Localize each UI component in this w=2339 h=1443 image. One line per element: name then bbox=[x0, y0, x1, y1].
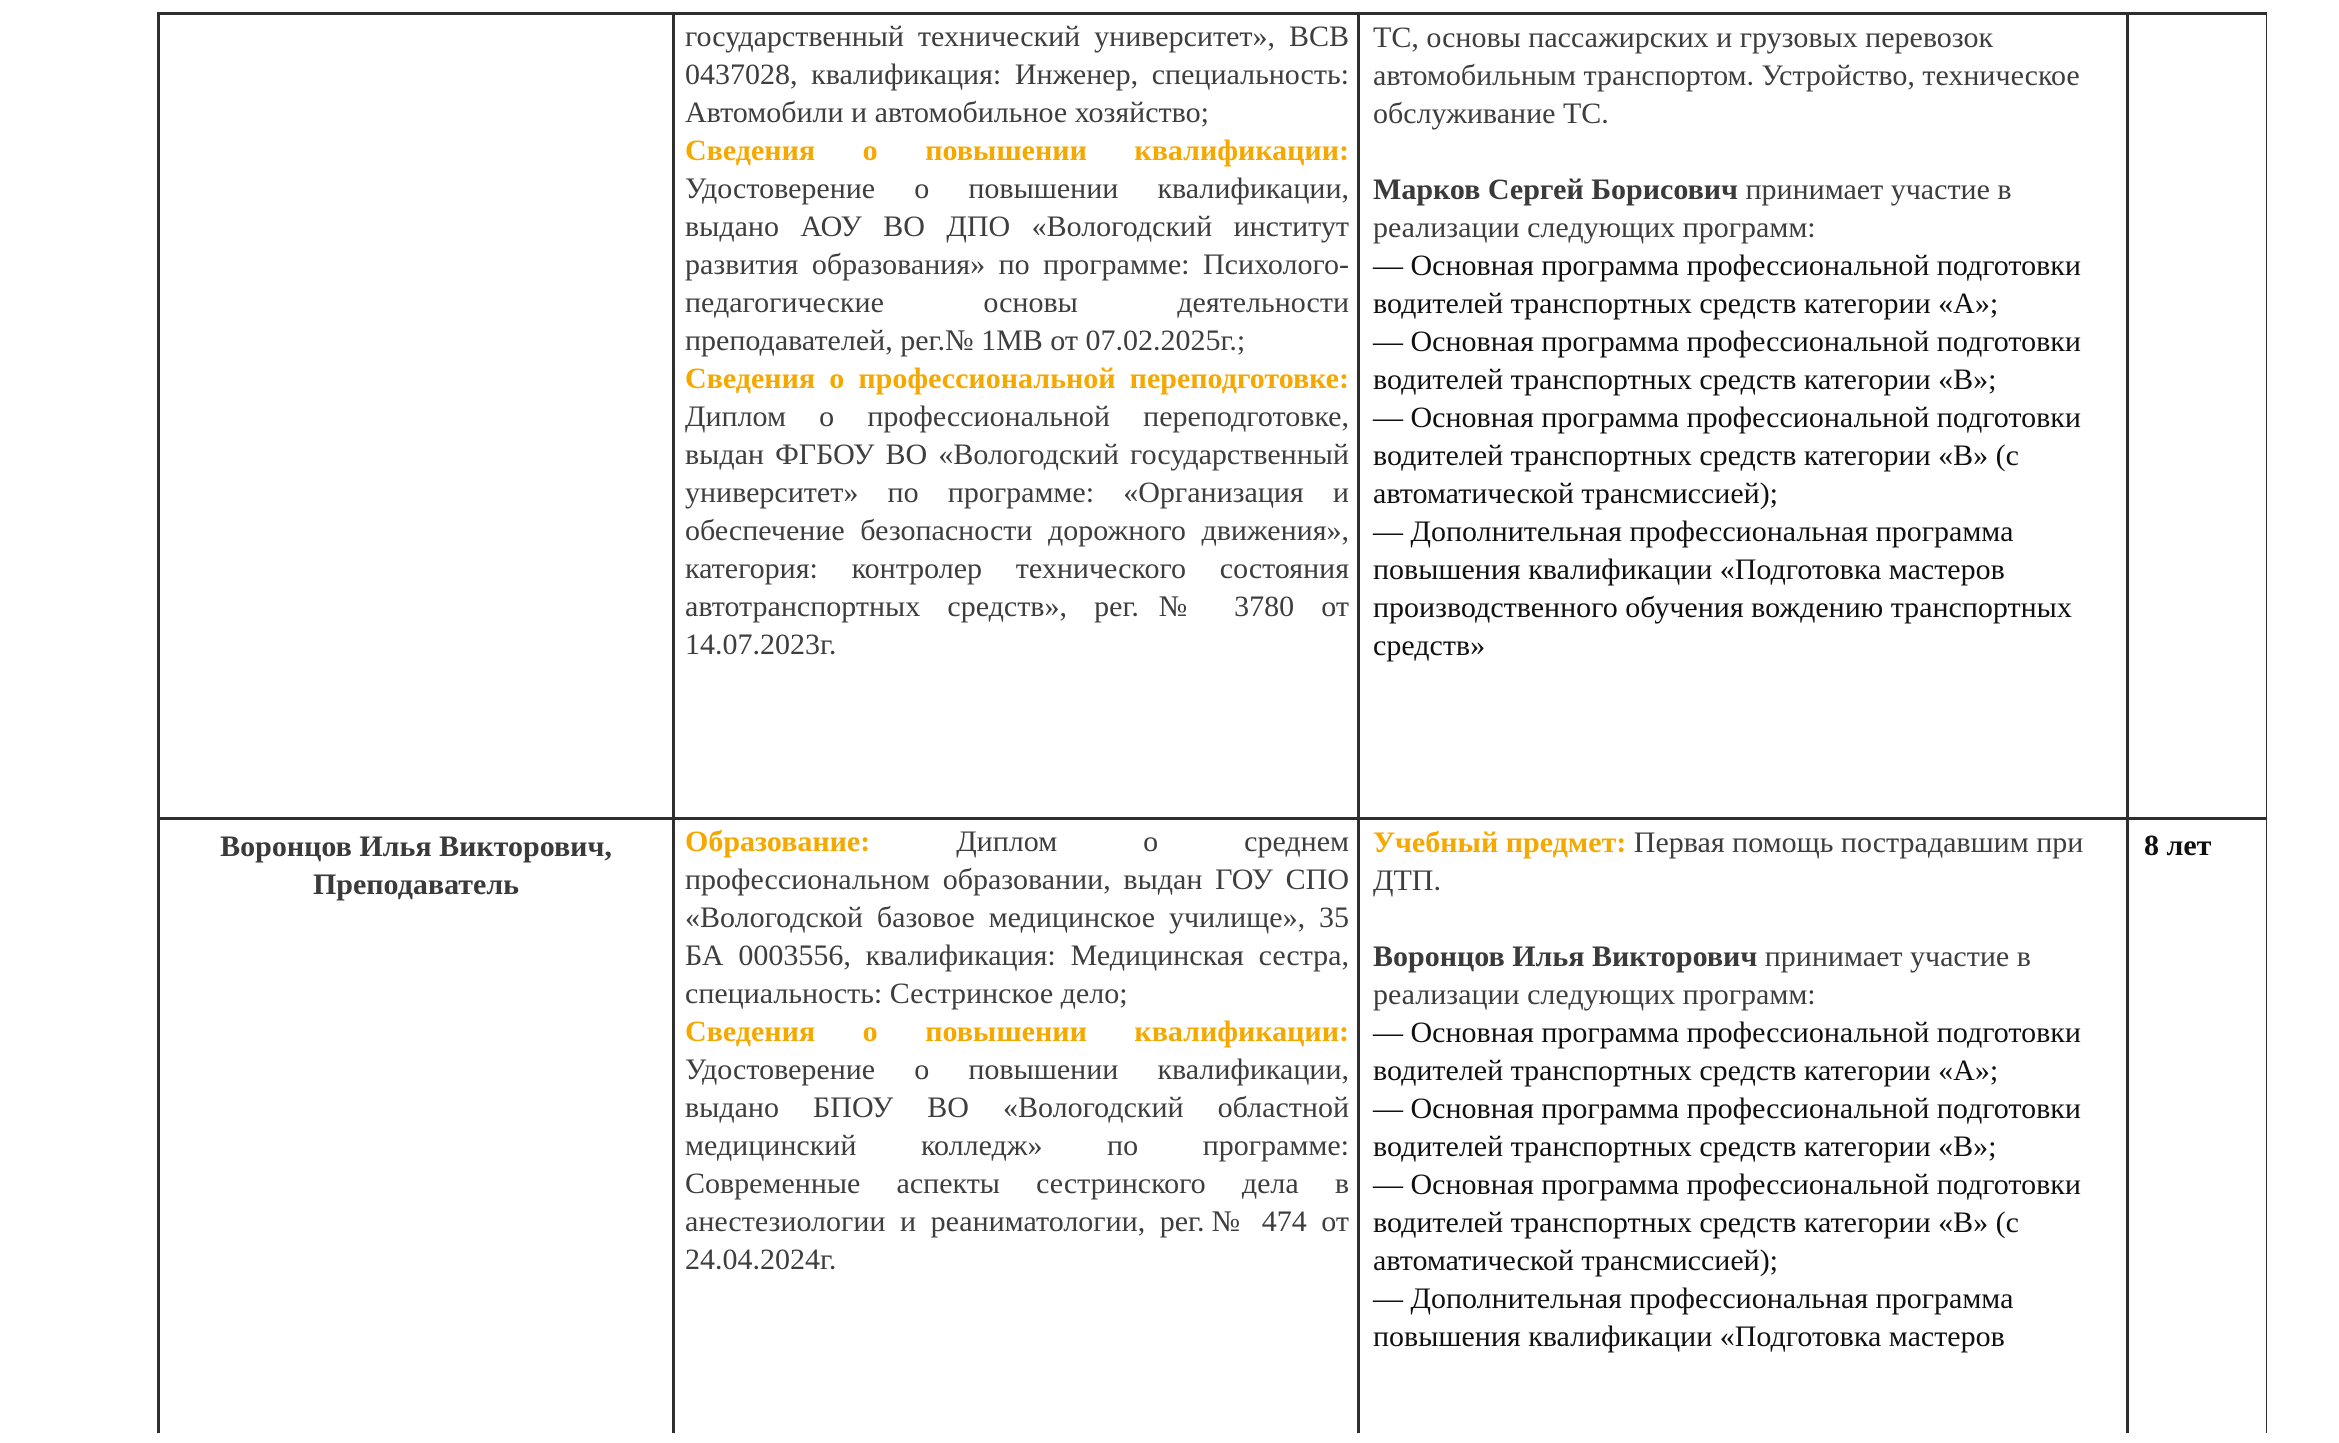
qualification-upgrade-text: Удостоверение о повышении квалификации, выдано АОУ ВО ДПО «Вологодский институт развития образования» по программе: Психолого-педагогические основы деятельности преподавателей, рег.№ 1МВ от 07.02.2025г.; bbox=[685, 172, 1349, 357]
teacher-name-inline: Воронцов Илья Викторович bbox=[1373, 940, 1758, 973]
program-item: — Основная программа профессиональной подготовки водителей транспортных средств категории «В»; bbox=[1373, 325, 2081, 396]
qualification-upgrade-text: Удостоверение о повышении квалификации, выдано БПОУ ВО «Вологодский областной медицинский колледж» по программе: Современные аспекты сестринского дела в анестезиологии и реаниматологии, рег.№ 474 от 24.04.2024г. bbox=[685, 1053, 1349, 1276]
participation-text: принимает участие в реализации следующих программ: bbox=[1373, 173, 2012, 244]
participation-text: принимает участие в реализации следующих программ: bbox=[1373, 940, 2031, 1011]
qualification-upgrade-paragraph bbox=[685, 1013, 1349, 1279]
education-continuation-paragraph bbox=[685, 18, 1349, 132]
qualification-upgrade-heading: Сведения о повышении квалификации: bbox=[685, 134, 1349, 167]
subject-continuation-paragraph bbox=[1373, 19, 2090, 133]
education-paragraph bbox=[685, 823, 1349, 1013]
teacher-name-line1: Воронцов Илья Викторович, bbox=[220, 830, 612, 863]
cell-experience-vorontsov: 8 лет bbox=[2128, 819, 2268, 1434]
participation-paragraph bbox=[1373, 171, 2090, 247]
qualification-upgrade-paragraph bbox=[685, 132, 1349, 360]
cell-experience-empty bbox=[2128, 14, 2268, 819]
subject-paragraph bbox=[1373, 824, 2090, 900]
participation-paragraph bbox=[1373, 938, 2090, 1014]
retraining-paragraph bbox=[685, 360, 1349, 664]
education-text: государственный технический университет», ВСВ 0437028, квалификация: Инженер, специальность: Автомобили и автомобильное хозяйство; bbox=[685, 20, 1349, 129]
faculty-table-wrapper bbox=[157, 12, 2267, 1433]
cell-subjects-markov bbox=[1359, 14, 2128, 819]
program-item: — Основная программа профессиональной подготовки водителей транспортных средств категории «А»; bbox=[1373, 1016, 2081, 1087]
cell-teacher-name-empty bbox=[159, 14, 674, 819]
program-item-truncated: — Дополнительная профессиональная программа повышения квалификации «Подготовка мастеров bbox=[1373, 1282, 2014, 1353]
cell-education-vorontsov bbox=[674, 819, 1359, 1434]
teacher-name-inline: Марков Сергей Борисович bbox=[1373, 173, 1738, 206]
retraining-text: Диплом о профессиональной переподготовке, выдан ФГБОУ ВО «Вологодский государственный университет» по программе: «Организация и обеспечение безопасности дорожного движения», категория: контролер технического состояния автотранспортных средств», рег.№ 3780 от 14.07.2023г. bbox=[685, 400, 1349, 661]
qualification-upgrade-heading: Сведения о повышении квалификации: bbox=[685, 1015, 1349, 1048]
table-row-vorontsov bbox=[159, 819, 2268, 1434]
program-item: — Дополнительная профессиональная программа повышения квалификации «Подготовка мастеров производственного обучения вождению транспортных средств» bbox=[1373, 515, 2072, 662]
program-item: — Основная программа профессиональной подготовки водителей транспортных средств категории «В» (с автоматической трансмиссией); bbox=[1373, 401, 2081, 510]
table-row-markov bbox=[159, 14, 2268, 819]
cell-teacher-name-vorontsov bbox=[159, 819, 674, 1434]
teacher-position: Преподаватель bbox=[312, 868, 520, 901]
faculty-qualifications-table bbox=[157, 12, 2267, 1433]
blank-line bbox=[1373, 900, 2090, 938]
program-item: — Основная программа профессиональной подготовки водителей транспортных средств категории «В» (с автоматической трансмиссией); bbox=[1373, 1168, 2081, 1277]
cell-education-markov bbox=[674, 14, 1359, 819]
retraining-heading: Сведения о профессиональной переподготовке: bbox=[685, 362, 1349, 395]
subject-text: Первая помощь пострадавшим при ДТП. bbox=[1373, 826, 2084, 897]
subject-text: ТС, основы пассажирских и грузовых перевозок автомобильным транспортом. Устройство, техническое обслуживание ТС. bbox=[1373, 21, 2080, 130]
cell-subjects-vorontsov bbox=[1359, 819, 2128, 1434]
education-heading: Образование: bbox=[685, 825, 871, 858]
program-item: — Основная программа профессиональной подготовки водителей транспортных средств категории «А»; bbox=[1373, 249, 2081, 320]
blank-line bbox=[1373, 133, 2090, 171]
subject-heading: Учебный предмет: bbox=[1373, 826, 1627, 859]
program-item: — Основная программа профессиональной подготовки водителей транспортных средств категории «В»; bbox=[1373, 1092, 2081, 1163]
education-text: Диплом о среднем профессиональном образовании, выдан ГОУ СПО «Вологодской базовое медицинское училище», 35 БА 0003556, квалификация: Медицинская сестра, специальность: Сестринское дело; bbox=[685, 825, 1349, 1010]
